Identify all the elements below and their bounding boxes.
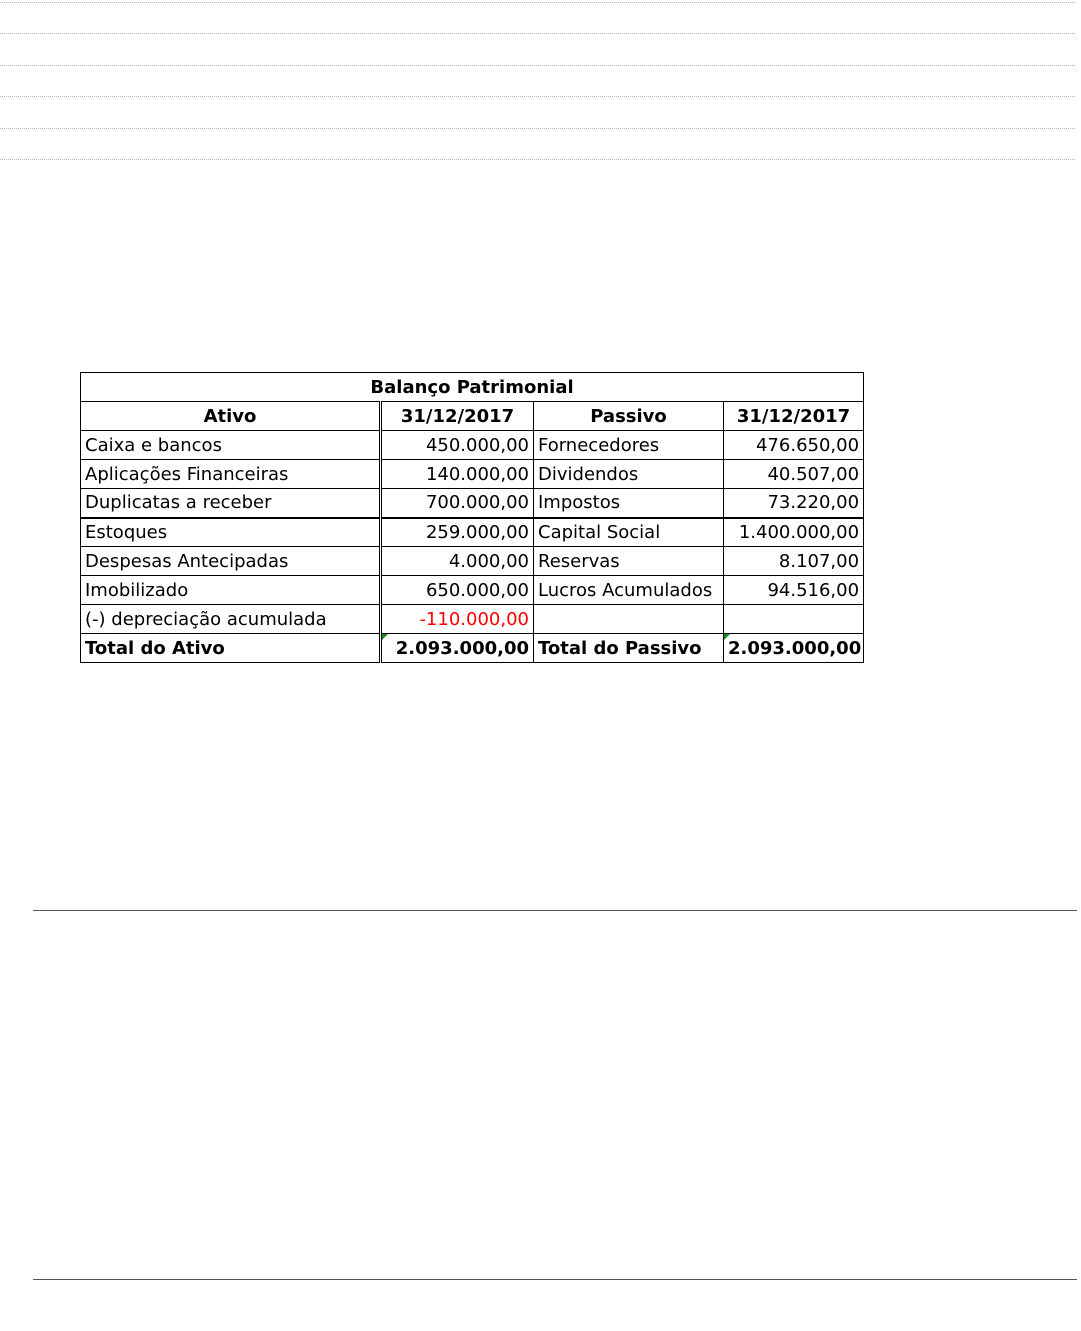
passivo-value: 1.400.000,00 [724,518,864,547]
ativo-value: 700.000,00 [381,489,534,518]
total-passivo-cell [724,634,864,663]
cell-flag-icon [382,634,388,640]
ativo-value: 450.000,00 [381,431,534,460]
table-row [81,460,864,489]
total-passivo-value: 2.093.000,00 [728,637,862,659]
passivo-label: Capital Social [534,518,724,547]
balance-sheet-table [80,372,864,663]
dotted-rule [0,2,1075,3]
ativo-label: Caixa e bancos [81,431,381,460]
header-passivo-date: 31/12/2017 [724,402,864,431]
passivo-label: Lucros Acumulados [534,576,724,605]
total-passivo-label: Total do Passivo [534,634,724,663]
header-ativo: Ativo [81,402,381,431]
ativo-label: Aplicações Financeiras [81,460,381,489]
passivo-label [534,605,724,634]
cell-flag-icon [724,634,730,640]
total-row [81,634,864,663]
table-row [81,576,864,605]
table-row [81,547,864,576]
dotted-rule [0,96,1075,97]
passivo-value: 94.516,00 [724,576,864,605]
total-ativo-label: Total do Ativo [81,634,381,663]
dotted-rule [0,33,1075,34]
passivo-label: Impostos [534,489,724,518]
section-divider [33,1279,1077,1280]
ativo-value-negative: -110.000,00 [381,605,534,634]
passivo-value: 73.220,00 [724,489,864,518]
total-ativo-value: 2.093.000,00 [395,637,529,659]
dotted-rule [0,128,1075,129]
table-row [81,431,864,460]
passivo-value: 40.507,00 [724,460,864,489]
passivo-value: 8.107,00 [724,547,864,576]
ativo-label: (-) depreciação acumulada [81,605,381,634]
header-ativo-date: 31/12/2017 [381,402,534,431]
passivo-label: Dividendos [534,460,724,489]
table-row [81,605,864,634]
ativo-label: Imobilizado [81,576,381,605]
ativo-label: Estoques [81,518,381,547]
passivo-value [724,605,864,634]
passivo-label: Reservas [534,547,724,576]
title-row [81,373,864,402]
ativo-value: 140.000,00 [381,460,534,489]
ativo-label: Duplicatas a receber [81,489,381,518]
total-ativo-cell [381,634,534,663]
table-row [81,518,864,547]
passivo-value: 476.650,00 [724,431,864,460]
section-divider [33,910,1077,911]
ativo-value: 4.000,00 [381,547,534,576]
ativo-label: Despesas Antecipadas [81,547,381,576]
ativo-value: 259.000,00 [381,518,534,547]
table-title: Balanço Patrimonial [81,373,864,402]
dotted-rule [0,65,1075,66]
header-row [81,402,864,431]
header-passivo: Passivo [534,402,724,431]
passivo-label: Fornecedores [534,431,724,460]
dotted-rule [0,159,1075,160]
table-row [81,489,864,518]
ativo-value: 650.000,00 [381,576,534,605]
